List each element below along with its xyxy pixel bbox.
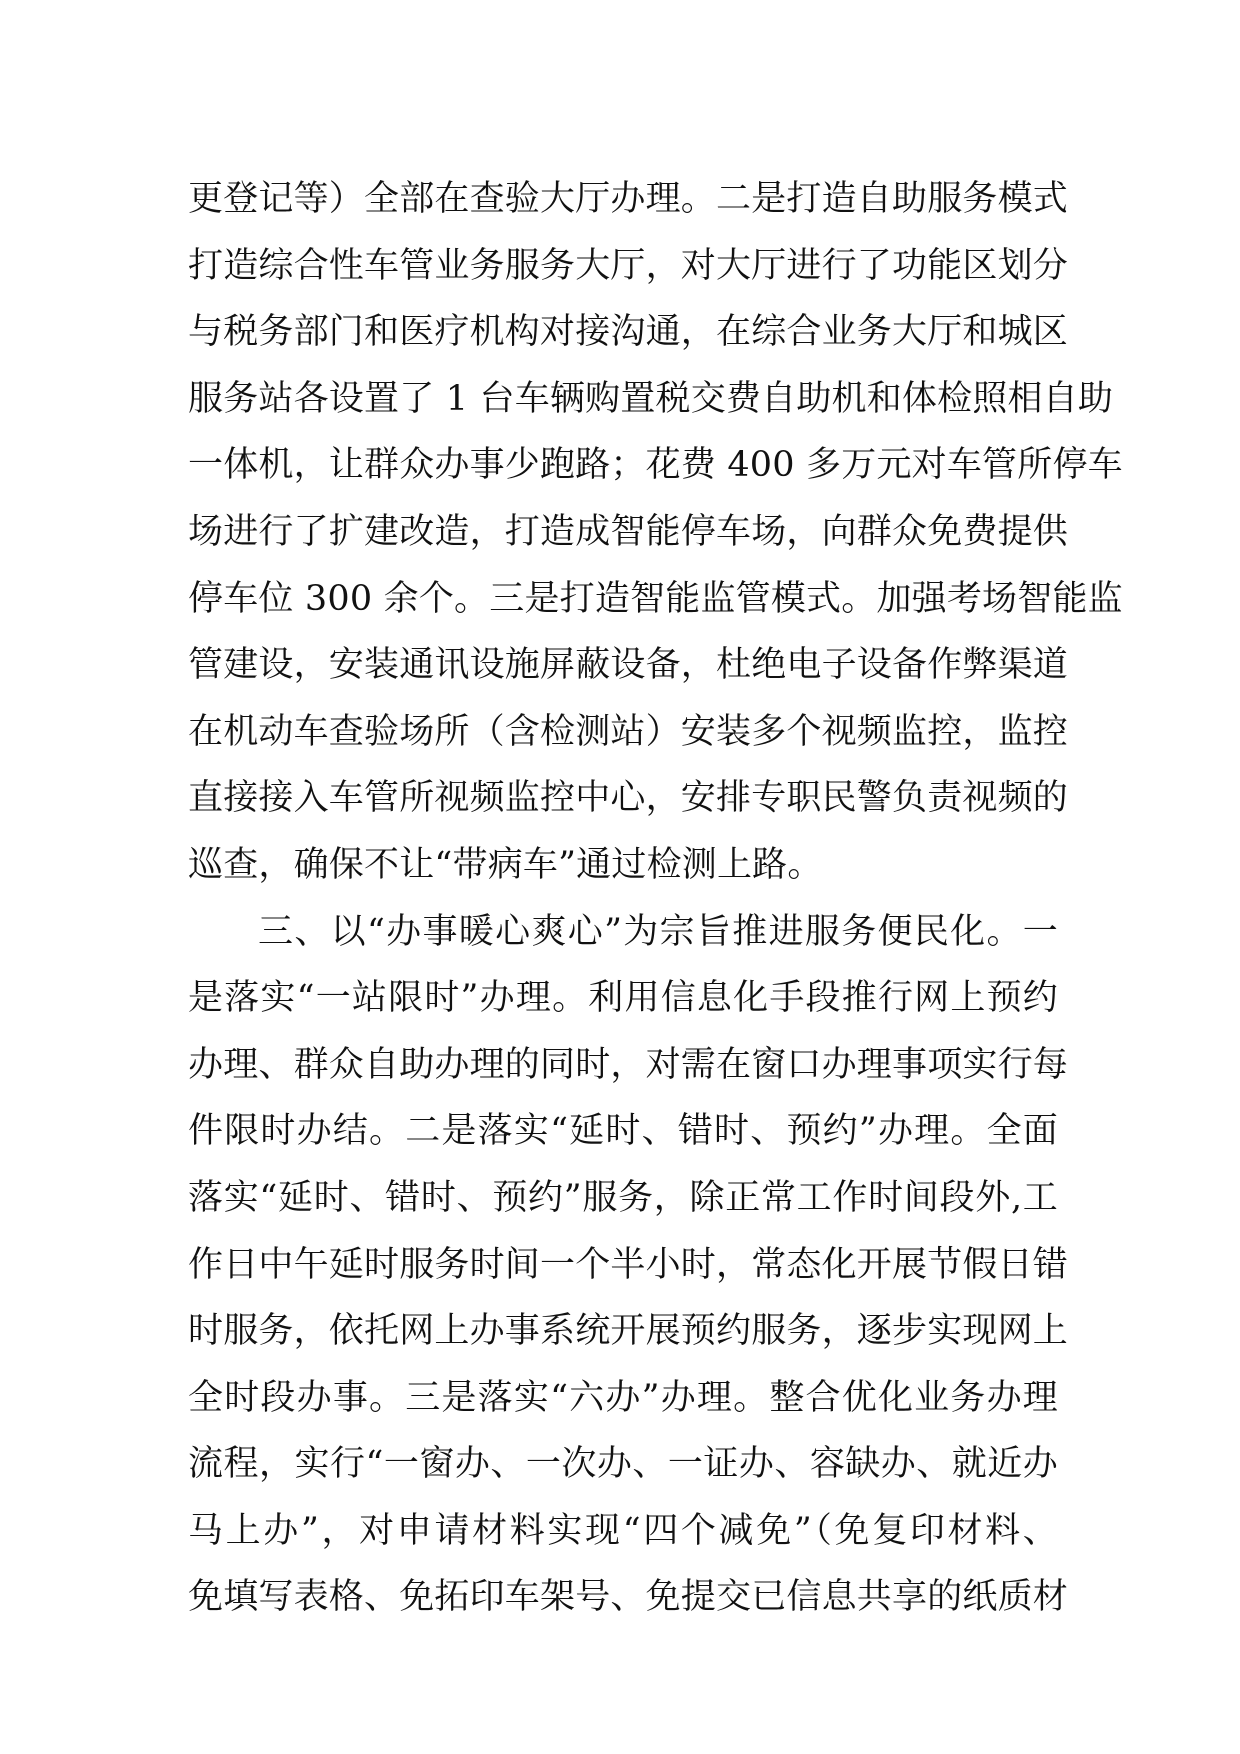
text-line: 件限时办结。二是落实“延时、错时、预约”办理。全面 (188, 1111, 1058, 1152)
text-line: 更登记等）全部在查验大厅办理。二是打造自助服务模式 (188, 179, 1069, 219)
text-line: 打造综合性车管业务服务大厅，对大厅进行了功能区划分 (188, 245, 1069, 286)
text-line: 服务站各设置了 1 台车辆购置税交费自助机和体检照相自助 (188, 378, 1114, 419)
text-line: 办理、群众自助办理的同时，对需在窗口办理事项实行每 (188, 1044, 1069, 1085)
paragraph-end-line: 巡查，确保不让“带病车”通过检测上路。 (188, 844, 823, 885)
text-line: 作日中午延时服务时间一个半小时，常态化开展节假日错 (188, 1244, 1069, 1285)
text-line: 场进行了扩建改造，打造成智能停车场，向群众免费提供 (188, 511, 1069, 552)
text-line: 马上办”，对申请材料实现“四个减免”（免复印材料、 (188, 1510, 1058, 1551)
text-line: 全时段办事。三是落实“六办”办理。整合优化业务办理 (188, 1377, 1058, 1418)
section-heading-line: 三、以“办事暖心爽心”为宗旨推进服务便民化。一 (258, 911, 1058, 952)
text-line: 停车位 300 余个。三是打造智能监管模式。加强考场智能监 (188, 578, 1123, 619)
text-line: 管建设，安装通讯设施屏蔽设备，杜绝电子设备作弊渠道 (188, 645, 1069, 686)
text-line: 与税务部门和医疗机构对接沟通，在综合业务大厅和城区 (188, 312, 1069, 353)
body-text (188, 166, 1123, 1631)
text-line: 时服务，依托网上办事系统开展预约服务，逐步实现网上 (188, 1311, 1069, 1352)
text-line: 流程，实行“一窗办、一次办、一证办、容缺办、就近办 (188, 1444, 1058, 1485)
text-line: 落实“延时、错时、预约”服务，除正常工作时间段外,工 (188, 1177, 1058, 1218)
text-line: 一体机，让群众办事少跑路；花费 400 多万元对车管所停车 (188, 445, 1123, 486)
text-line: 免填写表格、免拓印车架号、免提交已信息共享的纸质材 (188, 1577, 1069, 1618)
text-line: 在机动车查验场所（含检测站）安装多个视频监控，监控 (188, 711, 1069, 752)
text-line: 是落实“一站限时”办理。利用信息化手段推行网上预约 (188, 978, 1058, 1019)
text-line: 直接接入车管所视频监控中心，安排专职民警负责视频的 (188, 778, 1069, 819)
